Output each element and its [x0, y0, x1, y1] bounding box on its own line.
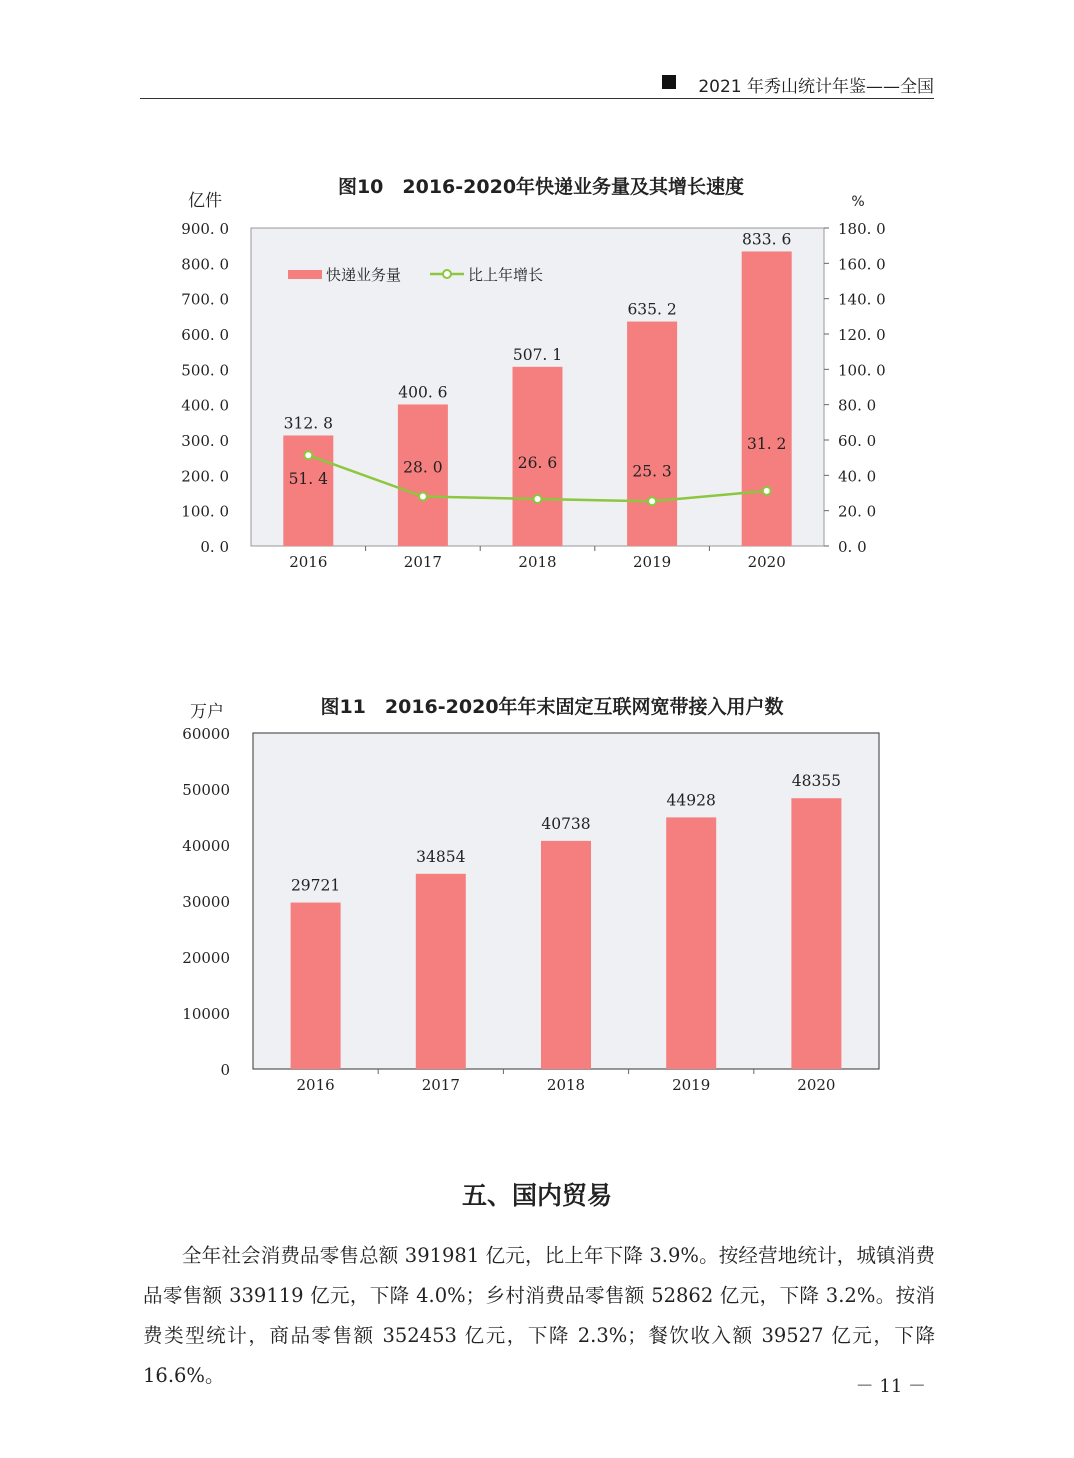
chart1-ytick-left-label: 800. 0 — [181, 255, 229, 274]
chart2-bar — [541, 841, 591, 1069]
chart2-xtick-label: 2020 — [797, 1076, 836, 1094]
chart1-ytick-left-label: 100. 0 — [181, 502, 229, 521]
chart2-xticks — [297, 1069, 836, 1094]
chart1-ytick-left-label: 600. 0 — [181, 326, 229, 344]
chart1-ytick-left-label: 500. 0 — [181, 361, 229, 380]
chart2-xtick-label: 2016 — [296, 1076, 335, 1094]
chart2-bar-value-label: 44928 — [666, 791, 716, 810]
chart1-growth-point — [419, 493, 427, 501]
chart1-bar — [627, 322, 677, 546]
chart1-growth-value-label: 25. 3 — [632, 462, 672, 481]
chart1-growth-point — [763, 487, 771, 495]
chart1-ytick-left-label: 300. 0 — [181, 432, 229, 450]
chart1-ytick-right-label: 100. 0 — [838, 361, 886, 380]
chart1-xtick-label: 2017 — [403, 553, 442, 571]
chart1-xtick-label: 2019 — [633, 553, 672, 571]
legend-line-label: 比上年增长 — [468, 266, 544, 284]
chart2-ylabel: 万户 — [190, 702, 224, 722]
chart1-growth-value-label: 28. 0 — [403, 458, 443, 477]
chart2-bar — [416, 874, 466, 1069]
chart1-ytick-left-label: 900. 0 — [181, 220, 229, 238]
chart1-ytick-right-label: 160. 0 — [838, 255, 886, 274]
chart1-growth-value-label: 26. 6 — [517, 454, 558, 473]
chart1-bar-value-label: 400. 6 — [398, 383, 448, 402]
chart1-title: 图10 2016-2020年快递业务量及其增长速度 — [337, 176, 745, 198]
chart1-ytick-right-label: 140. 0 — [838, 290, 886, 309]
chart2-ytick-label: 40000 — [182, 837, 230, 855]
chart2-xtick-label: 2019 — [672, 1076, 711, 1094]
body-paragraph: 全年社会消费品零售总额 391981 亿元，比上年下降 3.9%。按经营地统计，城镇消费品零售额 339119 亿元，下降 4.0%；乡村消费品零售额 52862 亿元，下降 3.2%。按消费类型统计，商品零售额 352453 亿元，下降 2.3%；餐饮收入额 39527 亿元，下降 16.6%。 — [143, 1244, 935, 1387]
chart2-bar-value-label: 34854 — [416, 847, 466, 866]
chart2-bar-value-label: 48355 — [791, 772, 842, 791]
chart2-svg — [0, 640, 1074, 1120]
chart1-ytick-right-label: 60. 0 — [838, 432, 877, 450]
chart-express-delivery — [0, 0, 1074, 600]
chart1-yticks-left — [181, 220, 229, 556]
chart1-ytick-left-label: 400. 0 — [181, 396, 229, 415]
chart1-bar — [742, 251, 792, 546]
chart1-growth-value-label: 51. 4 — [288, 470, 329, 489]
chart1-xtick-label: 2018 — [518, 553, 557, 571]
chart1-svg — [0, 0, 1074, 600]
chart1-ytick-right-label: 20. 0 — [838, 502, 877, 521]
chart2-xtick-label: 2018 — [546, 1076, 586, 1094]
chart2-ytick-label: 20000 — [182, 949, 230, 967]
chart1-ytick-right-label: 80. 0 — [838, 396, 877, 415]
chart2-bar — [666, 817, 716, 1069]
page-number: － 11 － — [855, 1376, 926, 1397]
chart1-bar-value-label: 833. 6 — [742, 230, 792, 249]
chart2-title: 图11 2016-2020年年末固定互联网宽带接入用户数 — [320, 696, 784, 718]
chart1-bar-value-label: 635. 2 — [627, 300, 677, 319]
chart2-ytick-label: 60000 — [182, 725, 230, 743]
chart1-ylabel-right: % — [851, 194, 865, 210]
chart1-ytick-right-label: 120. 0 — [838, 326, 886, 344]
chart1-bar-value-label: 312. 8 — [283, 414, 333, 433]
chart1-ytick-right-label: 180. 0 — [838, 220, 886, 238]
section-title: 五、国内贸易 — [461, 1181, 612, 1210]
chart1-ylabel-left: 亿件 — [188, 191, 222, 211]
chart1-xtick-label: 2016 — [289, 553, 328, 571]
legend-bar-label: 快递业务量 — [326, 266, 402, 284]
header-title: 2021 年秀山统计年鉴——全国 — [698, 77, 934, 97]
chart1-xticks — [289, 546, 786, 571]
chart2-ytick-label: 50000 — [182, 781, 230, 799]
chart2-bar-value-label: 29721 — [290, 876, 341, 895]
chart2-ytick-label: 30000 — [182, 893, 230, 911]
chart1-xtick-label: 2020 — [747, 553, 786, 571]
chart2-xtick-label: 2017 — [421, 1076, 460, 1094]
chart2-bar — [791, 798, 841, 1069]
chart2-bar — [291, 903, 341, 1069]
chart1-yticks-right — [824, 220, 886, 556]
chart1-growth-point — [534, 495, 542, 503]
chart2-ytick-label: 10000 — [182, 1005, 230, 1023]
chart1-bar-value-label: 507. 1 — [512, 345, 563, 364]
chart-broadband-users — [0, 640, 1074, 1120]
chart1-ytick-left-label: 700. 0 — [181, 290, 229, 309]
chart1-ytick-left-label: 0. 0 — [200, 538, 229, 556]
chart1-ytick-left-label: 200. 0 — [181, 467, 229, 486]
chart2-bar-value-label: 40738 — [541, 814, 591, 833]
chart1-growth-value-label: 31. 2 — [746, 434, 787, 453]
legend-line-marker — [443, 270, 451, 278]
chart2-yticks — [182, 725, 230, 1079]
chart2-ytick-label: 0 — [220, 1061, 230, 1079]
chart1-ytick-right-label: 0. 0 — [838, 538, 867, 556]
chart1-growth-point — [648, 497, 656, 505]
chart1-ytick-right-label: 40. 0 — [838, 467, 877, 486]
legend-bar-swatch — [288, 270, 322, 279]
chart1-growth-point — [304, 451, 312, 459]
